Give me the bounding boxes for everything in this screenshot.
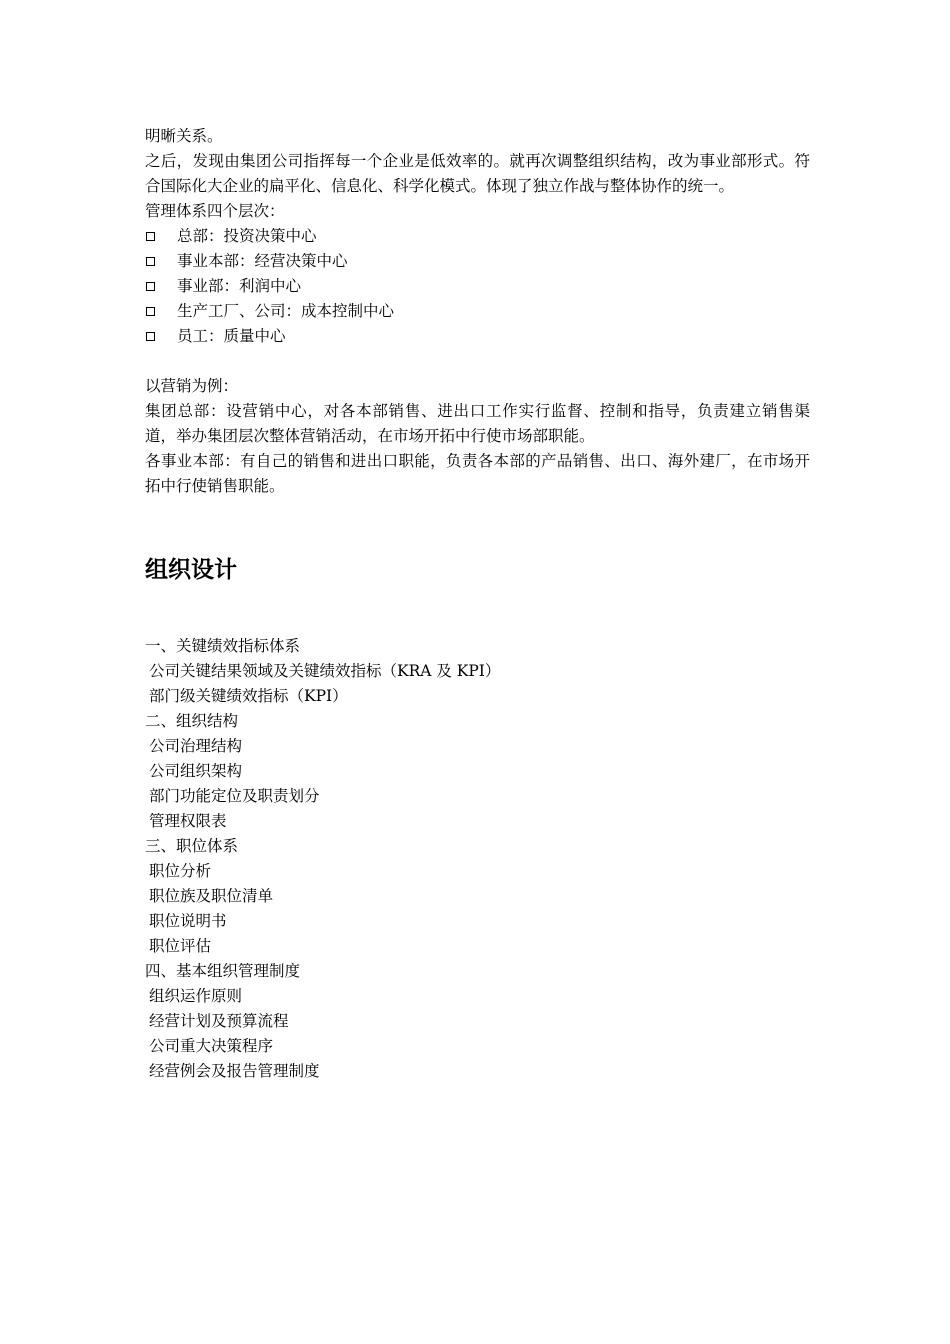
list-item [145,299,810,324]
outline-group-title: 一、关键绩效指标体系 [145,637,301,655]
outline-group [145,959,810,1084]
levels-list [145,224,810,349]
outline-item: 职位评估 [149,937,212,955]
square-bullet-icon [146,332,155,341]
intro-paragraph: 之后，发现由集团公司指挥每一个企业是低效率的。就再次调整组织结构，改为事业部形式。符合国际化大企业的扁平化、信息化、科学化模式。体现了独立作战与整体协作的统一。 [145,152,810,195]
outline-item: 职位分析 [149,862,212,880]
outline-item: 职位说明书 [149,912,227,930]
list-item-text: 生产工厂、公司：成本控制中心 [177,302,395,320]
square-bullet-icon [146,257,155,266]
blank-line [145,349,810,374]
outline-item: 职位族及职位清单 [149,887,274,905]
outline-group [145,634,810,709]
outline-item: 公司关键结果领域及关键绩效指标（KRA 及 KPI） [149,662,501,680]
square-bullet-icon [146,307,155,316]
square-bullet-icon [146,232,155,241]
outline-group-title: 四、基本组织管理制度 [145,962,301,980]
document-page [145,124,810,1084]
square-bullet-icon [146,282,155,291]
example-title: 以营销为例： [145,377,239,395]
list-item [145,224,810,249]
outline-group [145,709,810,834]
outline-item: 管理权限表 [149,812,227,830]
list-item-text: 事业部：利润中心 [177,277,302,295]
outline-group-title: 三、职位体系 [145,837,239,855]
outline-group [145,834,810,959]
outline-item: 部门级关键绩效指标（KPI） [149,687,348,705]
outline-item: 公司重大决策程序 [149,1037,274,1055]
example-paragraph-division: 各事业本部：有自己的销售和进出口职能，负责各本部的产品销售、出口、海外建厂，在市场开拓中行使销售职能。 [145,452,810,495]
outline-item: 公司组织架构 [149,762,243,780]
outline-item: 经营例会及报告管理制度 [149,1062,320,1080]
list-item-text: 总部：投资决策中心 [177,227,317,245]
outline-item: 公司治理结构 [149,737,243,755]
outline-item: 经营计划及预算流程 [149,1012,289,1030]
list-item [145,324,810,349]
outline-group-title: 二、组织结构 [145,712,239,730]
list-item-text: 事业本部：经营决策中心 [177,252,348,270]
intro-line: 明晰关系。 [145,127,223,145]
list-item-text: 员工：质量中心 [177,327,286,345]
section-heading: 组织设计 [145,557,237,583]
outline-item: 组织运作原则 [149,987,243,1005]
list-item [145,249,810,274]
levels-title: 管理体系四个层次： [145,202,285,220]
outline-item: 部门功能定位及职责划分 [149,787,320,805]
list-item [145,274,810,299]
example-paragraph-hq: 集团总部：设营销中心，对各本部销售、进出口工作实行监督、控制和指导，负责建立销售渠道，举办集团层次整体营销活动，在市场开拓中行使市场部职能。 [145,402,810,445]
